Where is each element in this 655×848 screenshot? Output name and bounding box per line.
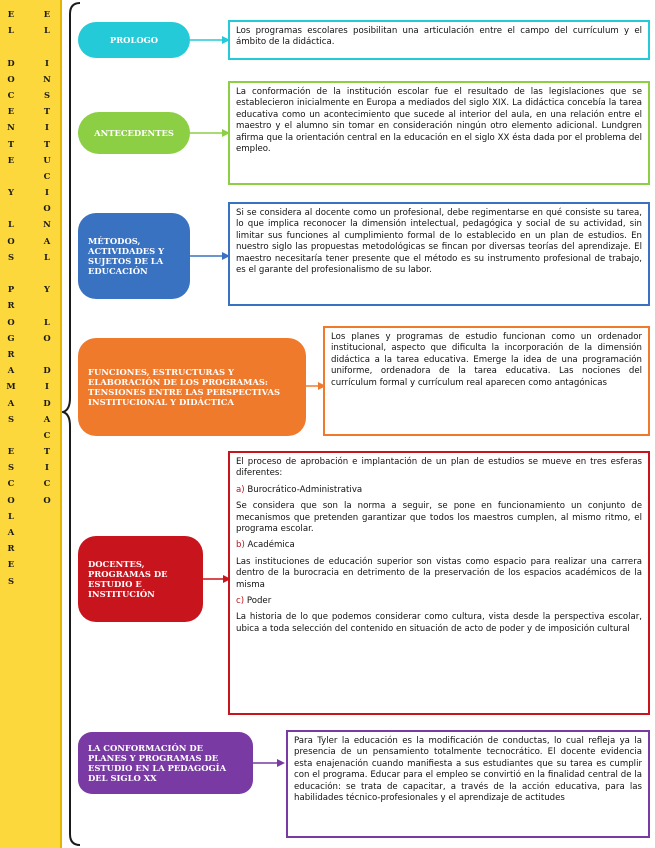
title-letter: I bbox=[45, 381, 49, 392]
title-letter: N bbox=[43, 73, 51, 84]
title-letter: R bbox=[7, 300, 15, 311]
title-letter: L bbox=[8, 219, 14, 230]
section-label-conformacion: LA CONFORMACIÓN DE PLANES Y PROGRAMAS DE ESTUDIO EN LA PEDAGOGÍA DEL SIGLO XX bbox=[78, 732, 253, 794]
title-letter: S bbox=[7, 462, 15, 473]
title-letter: C bbox=[43, 478, 51, 489]
title-letter: I bbox=[45, 57, 49, 68]
title-letter: P bbox=[7, 284, 15, 295]
title-letter: N bbox=[43, 219, 51, 230]
docentes-item-a-text: Se considera que son la norma a seguir, se pone en funcionamiento un conjunto de mecanismos que pretenden garantizar que todos los maestros cumplen, al mismo ritmo, el programa escolar. bbox=[236, 501, 642, 535]
title-letter: A bbox=[7, 397, 15, 408]
section-label-metodos: MÉTODOS, ACTIVIDADES Y SUJETOS DE LA EDUCACIÓN bbox=[78, 213, 190, 299]
title-letter: A bbox=[43, 235, 51, 246]
title-letter: L bbox=[44, 316, 50, 327]
title-letter: T bbox=[43, 138, 51, 149]
title-letter: A bbox=[7, 527, 15, 537]
title-letter: S bbox=[7, 251, 15, 262]
title-letter: A bbox=[43, 413, 51, 424]
title-letter bbox=[40, 38, 54, 54]
title-letter: L bbox=[44, 251, 50, 262]
section-text-metodos: Si se considera al docente como un profesional, debe regimentarse en qué consiste su tarea, lo que implica reconocer la dimensión intelectual, pedagógica y social de su actividad, sin limitar sus funciones al cumplimiento formal de lo establecido en un plan de estudios. En nuestro siglo las propuestas metodológicas se fincan por diversas teorías del aprendizaje. El maestro necesitaría tener presente que el método es su instrumento profesional de trabajo, es el garante del profesionalismo de su labor. bbox=[228, 202, 650, 306]
title-letter: E bbox=[7, 106, 15, 117]
title-letter: L bbox=[8, 25, 14, 36]
title-letter: R bbox=[7, 348, 15, 359]
title-letter: O bbox=[43, 203, 51, 214]
docentes-intro: El proceso de aprobación e implantación de un plan de estudios se mueve en tres esferas diferentes: bbox=[236, 457, 642, 479]
section-text-conformacion: Para Tyler la educación es la modificación de conductas, lo cual refleja ya la presencia de un pensamiento totalmente tecnocrático. El docente evidencia esta enajenación cuando manifiesta a sus estudiantes que su tarea es cumplir con el programa. Educar para el empleo se convirtió en la finalidad central de la educación: se trata de capacitar, a través de la acción educativa, para las habilidades técnico-profesionales y el aprendizaje de actitudes bbox=[286, 730, 650, 838]
title-letter: O bbox=[7, 235, 15, 246]
title-letter: E bbox=[7, 446, 15, 457]
title-letter bbox=[4, 427, 18, 443]
title-letter: N bbox=[7, 122, 15, 133]
title-letter: G bbox=[7, 332, 15, 343]
title-letter: A bbox=[7, 365, 15, 376]
title-letter: O bbox=[43, 332, 51, 343]
title-letter: C bbox=[7, 478, 15, 489]
section-label-antecedentes: ANTECEDENTES bbox=[78, 112, 190, 154]
section-label-funciones: FUNCIONES, ESTRUCTURAS Y ELABORACIÓN DE LOS PROGRAMAS: TENSIONES ENTRE LAS PERSPECTIVAS INSTITUCIONAL Y DIDÁCTICA bbox=[78, 338, 306, 436]
title-letter: T bbox=[7, 138, 15, 149]
title-letter: T bbox=[43, 106, 51, 117]
arrow-icon bbox=[203, 573, 231, 585]
title-letter: D bbox=[43, 397, 51, 408]
title-letter: C bbox=[43, 429, 51, 440]
title-letter: E bbox=[7, 154, 15, 165]
title-letter: C bbox=[7, 89, 15, 100]
section-text-funciones: Los planes y programas de estudio funcionan como un ordenador institucional, aspecto que dificulta la incorporación de la dimensión didáctica a la tarea educativa. Emerge la idea de una programación uniforme, ordenadora de la tarea educativa. Las nociones del currículum formal y currículum real aparecen como antagónicas bbox=[323, 326, 650, 436]
title-letter: Y bbox=[8, 187, 14, 198]
title-letter: E bbox=[43, 9, 51, 19]
docentes-item-b-heading: b) Académica bbox=[236, 540, 295, 551]
arrow-icon bbox=[190, 127, 230, 139]
title-letter bbox=[4, 200, 18, 216]
title-letter: L bbox=[8, 510, 14, 521]
arrow-icon bbox=[190, 34, 230, 46]
title-letter: D bbox=[43, 365, 51, 376]
title-column-left bbox=[4, 6, 18, 589]
title-letter: T bbox=[43, 446, 51, 457]
title-letter: U bbox=[43, 154, 51, 165]
title-letter: O bbox=[7, 316, 15, 327]
section-text-docentes bbox=[228, 451, 650, 715]
docentes-item-c-heading: c) Poder bbox=[236, 596, 272, 607]
title-letter: E bbox=[7, 9, 15, 19]
title-letter: Y bbox=[44, 284, 50, 295]
title-letter: S bbox=[43, 89, 51, 100]
docentes-item-b-text: Las instituciones de educación superior son vistas como espacio para realizar una carrera dentro de la burocracia en detrimento de la preservación de los espacios académicos de la misma bbox=[236, 556, 642, 590]
title-letter: E bbox=[7, 559, 15, 570]
title-letter: I bbox=[45, 462, 49, 473]
section-label-prologo: PROLOGO bbox=[78, 22, 190, 58]
title-letter: O bbox=[7, 73, 15, 84]
title-letter bbox=[40, 297, 54, 313]
title-letter: O bbox=[7, 494, 15, 505]
section-label-docentes: DOCENTES, PROGRAMAS DE ESTUDIO E INSTITUCIÓN bbox=[78, 536, 203, 622]
title-letter: O bbox=[43, 494, 51, 505]
title-letter: L bbox=[44, 25, 50, 36]
title-column bbox=[0, 0, 62, 848]
title-letter: S bbox=[7, 575, 15, 586]
arrow-icon bbox=[253, 757, 285, 769]
title-letter: I bbox=[45, 187, 49, 198]
title-column-right bbox=[40, 6, 54, 508]
title-letter bbox=[4, 168, 18, 184]
docentes-item-c-text: La historia de lo que podemos considerar como cultura, vista desde la perspectiva escolar, ubica a toda selección del contenido en situación de acto de poder y de imposición cultural bbox=[236, 612, 642, 634]
title-letter bbox=[4, 38, 18, 54]
section-text-antecedentes: La conformación de la institución escolar fue el resultado de las legislaciones que se establecieron inicialmente en Europa a mediados del siglo XIX. La didáctica concebía la tarea educativa como un acontecimiento que sucede al interior del aula, en una relación entre el maestro y el alumno sin tomar en consideración ningún otro elemento adicional. Lundgren afirma que la orientación central en la educación en el siglo XX ésta dada por el problema del empleo. bbox=[228, 81, 650, 185]
arrow-icon bbox=[190, 250, 230, 262]
title-letter: C bbox=[43, 170, 51, 181]
title-letter bbox=[40, 265, 54, 281]
title-letter: S bbox=[7, 413, 15, 424]
title-letter: I bbox=[45, 122, 49, 133]
title-letter: D bbox=[7, 57, 15, 68]
title-letter: M bbox=[6, 381, 16, 392]
section-text-prologo: Los programas escolares posibilitan una articulación entre el campo del currículum y el ámbito de la didáctica. bbox=[228, 20, 650, 60]
title-letter bbox=[40, 346, 54, 362]
title-letter: R bbox=[7, 543, 15, 554]
docentes-item-a-heading: a) Burocrático-Administrativa bbox=[236, 484, 363, 495]
title-letter bbox=[4, 265, 18, 281]
